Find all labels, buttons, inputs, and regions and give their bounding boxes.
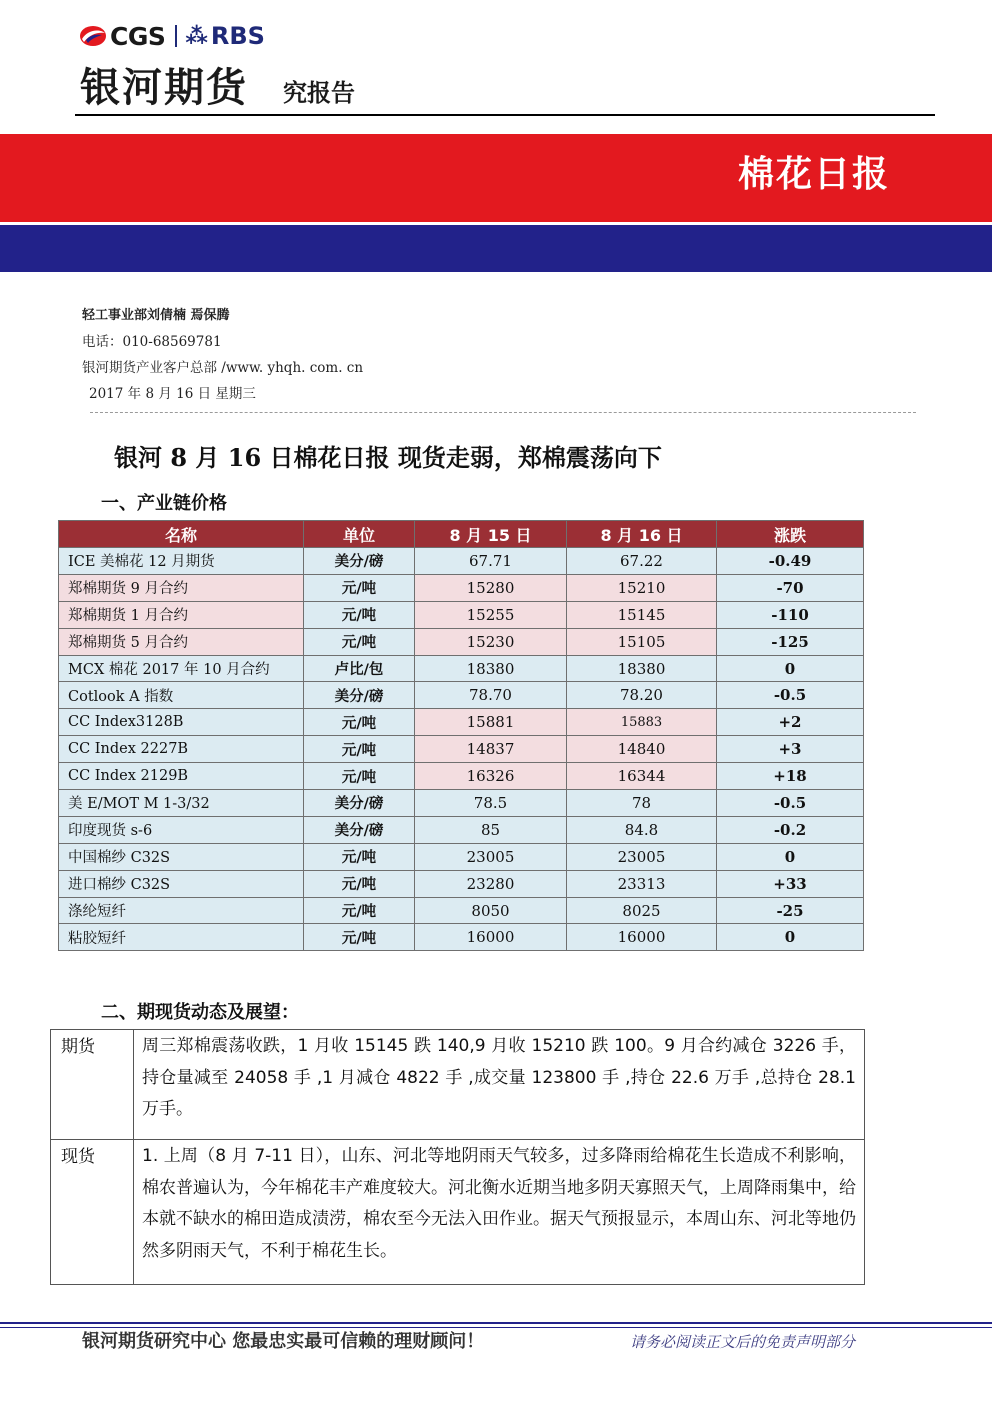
table-row [59, 628, 864, 655]
cell-aug16: 15883 [567, 709, 717, 736]
meta-divider [90, 412, 916, 413]
cell-change: -110 [717, 601, 864, 628]
futures-text: 周三郑棉震荡收跌，1 月收 15145 跌 140,9 月收 15210 跌 100。9 月合约减仓 3226 手，持仓量减至 24058 手 ,1 月减仓 4822 手 ,成交量 123800 手 ,持仓 22.6 万手 ,总持仓 28.1 万手。 [134, 1030, 865, 1140]
col-header-change: 涨跌 [717, 521, 864, 548]
cell-aug15: 8050 [415, 897, 567, 924]
cell-change: -0.5 [717, 790, 864, 817]
cell-aug16: 84.8 [567, 816, 717, 843]
cell-change: -0.49 [717, 548, 864, 575]
table-row [59, 763, 864, 790]
price-table [58, 520, 864, 951]
cell-aug15: 23005 [415, 843, 567, 870]
cell-name: 涤纶短纤 [59, 897, 304, 924]
cell-change: -0.5 [717, 682, 864, 709]
table-row [59, 601, 864, 628]
spot-label: 现货 [51, 1140, 134, 1285]
table-row [59, 655, 864, 682]
banner-title: 棉花日报 [737, 154, 890, 195]
futures-row [51, 1030, 865, 1140]
cell-unit: 元/吨 [304, 574, 415, 601]
cell-change: -125 [717, 628, 864, 655]
cell-unit: 美分/磅 [304, 816, 415, 843]
rbs-daisy-icon: ⁂ [185, 23, 208, 49]
table-row [59, 843, 864, 870]
cell-name: 郑棉期货 9 月合约 [59, 574, 304, 601]
cell-name: 进口棉纱 C32S [59, 870, 304, 897]
spot-text: 1. 上周（8 月 7-11 日），山东、河北等地阴雨天气较多，过多降雨给棉花生长造成不利影响，棉农普遍认为，今年棉花丰产难度较大。河北衡水近期当地多阴天寡照天气，上周降雨集中，给本就不缺水的棉田造成渍涝，棉农至今无法入田作业。据天气预报显示，本周山东、河北等地仍然多阴雨天气，不利于棉花生长。 [134, 1140, 865, 1285]
cell-aug16: 15210 [567, 574, 717, 601]
table-row [59, 709, 864, 736]
navy-banner [0, 225, 992, 272]
cell-aug15: 15881 [415, 709, 567, 736]
report-title: 银河 8 月 16 日棉花日报 现货走弱，郑棉震荡向下 [114, 443, 662, 472]
logo-cgs-text: CGS [110, 21, 166, 51]
col-header-name: 名称 [59, 521, 304, 548]
cell-name: ICE 美棉花 12 月期货 [59, 548, 304, 575]
cell-unit: 元/吨 [304, 628, 415, 655]
col-header-aug16: 8 月 16 日 [567, 521, 717, 548]
header-divider [75, 114, 935, 116]
cell-aug15: 23280 [415, 870, 567, 897]
cell-name: CC Index 2129B [59, 763, 304, 790]
section-heading-prices: 一、产业链价格 [101, 493, 227, 514]
cell-aug16: 67.22 [567, 548, 717, 575]
cell-name: 美 E/MOT M 1-3/32 [59, 790, 304, 817]
cell-name: 郑棉期货 5 月合约 [59, 628, 304, 655]
authors: 轻工事业部刘倩楠 焉保腾 [82, 308, 230, 323]
outlook-table [50, 1029, 865, 1285]
cell-aug15: 14837 [415, 736, 567, 763]
cell-change: 0 [717, 843, 864, 870]
cell-unit: 元/吨 [304, 601, 415, 628]
table-row [59, 574, 864, 601]
cell-name: CC Index 2227B [59, 736, 304, 763]
cell-aug16: 78.20 [567, 682, 717, 709]
table-row [59, 790, 864, 817]
cell-aug15: 15230 [415, 628, 567, 655]
footer-rule [0, 1322, 992, 1324]
cell-aug16: 15145 [567, 601, 717, 628]
cell-unit: 元/吨 [304, 763, 415, 790]
cell-name: CC Index3128B [59, 709, 304, 736]
col-header-unit: 单位 [304, 521, 415, 548]
cell-name: 印度现货 s-6 [59, 816, 304, 843]
cell-change: -70 [717, 574, 864, 601]
table-row [59, 870, 864, 897]
table-row [59, 736, 864, 763]
cell-unit: 卢比/包 [304, 655, 415, 682]
phone: 电话：010-68569781 [82, 334, 222, 350]
cell-name: MCX 棉花 2017 年 10 月合约 [59, 655, 304, 682]
cell-unit: 元/吨 [304, 843, 415, 870]
cell-aug15: 16000 [415, 924, 567, 951]
cell-name: Cotlook A 指数 [59, 682, 304, 709]
cell-aug15: 18380 [415, 655, 567, 682]
table-header-row [59, 521, 864, 548]
cell-aug15: 78.5 [415, 790, 567, 817]
title-banner [0, 134, 992, 222]
table-row [59, 682, 864, 709]
cell-aug15: 78.70 [415, 682, 567, 709]
cell-aug15: 15280 [415, 574, 567, 601]
footer-disclaimer-note: 请务必阅读正文后的免责声明部分 [630, 1333, 856, 1351]
cell-aug16: 23313 [567, 870, 717, 897]
logo-divider [175, 25, 177, 47]
table-row [59, 816, 864, 843]
cell-aug16: 15105 [567, 628, 717, 655]
cell-change: 0 [717, 924, 864, 951]
cell-change: -0.2 [717, 816, 864, 843]
cell-unit: 元/吨 [304, 870, 415, 897]
cell-change: +2 [717, 709, 864, 736]
report-date: 2017 年 8 月 16 日 星期三 [89, 386, 256, 402]
col-header-aug15: 8 月 15 日 [415, 521, 567, 548]
cell-change: -25 [717, 897, 864, 924]
cell-unit: 元/吨 [304, 924, 415, 951]
cell-aug15: 85 [415, 816, 567, 843]
cell-unit: 元/吨 [304, 709, 415, 736]
company-logo [78, 20, 265, 52]
cell-aug16: 14840 [567, 736, 717, 763]
cell-unit: 元/吨 [304, 736, 415, 763]
cell-change: 0 [717, 655, 864, 682]
cell-change: +18 [717, 763, 864, 790]
table-row [59, 897, 864, 924]
cell-unit: 美分/磅 [304, 682, 415, 709]
cell-aug16: 78 [567, 790, 717, 817]
cell-aug16: 23005 [567, 843, 717, 870]
cell-name: 粘胶短纤 [59, 924, 304, 951]
cell-aug16: 16000 [567, 924, 717, 951]
cell-change: +3 [717, 736, 864, 763]
cgs-swirl-icon [78, 23, 108, 49]
footer-slogan: 银河期货研究中心 您最忠实最可信赖的理财顾问！ [82, 1331, 485, 1352]
cell-aug15: 15255 [415, 601, 567, 628]
cell-unit: 元/吨 [304, 897, 415, 924]
section-heading-outlook: 二、期现货动态及展望： [101, 1002, 299, 1023]
report-type-label: 究报告 [283, 79, 355, 107]
logo-rbs-text: RBS [210, 22, 265, 50]
department-website: 银河期货产业客户总部 /www. yhqh. com. cn [82, 360, 364, 376]
table-row [59, 548, 864, 575]
cell-name: 郑棉期货 1 月合约 [59, 601, 304, 628]
cell-aug16: 18380 [567, 655, 717, 682]
cell-aug16: 16344 [567, 763, 717, 790]
cell-unit: 美分/磅 [304, 548, 415, 575]
spot-row [51, 1140, 865, 1285]
cell-aug15: 67.71 [415, 548, 567, 575]
cell-change: +33 [717, 870, 864, 897]
brand-name: 银河期货 [80, 65, 248, 111]
table-row [59, 924, 864, 951]
cell-name: 中国棉纱 C32S [59, 843, 304, 870]
futures-label: 期货 [51, 1030, 134, 1140]
cell-aug15: 16326 [415, 763, 567, 790]
cell-aug16: 8025 [567, 897, 717, 924]
cell-unit: 美分/磅 [304, 790, 415, 817]
